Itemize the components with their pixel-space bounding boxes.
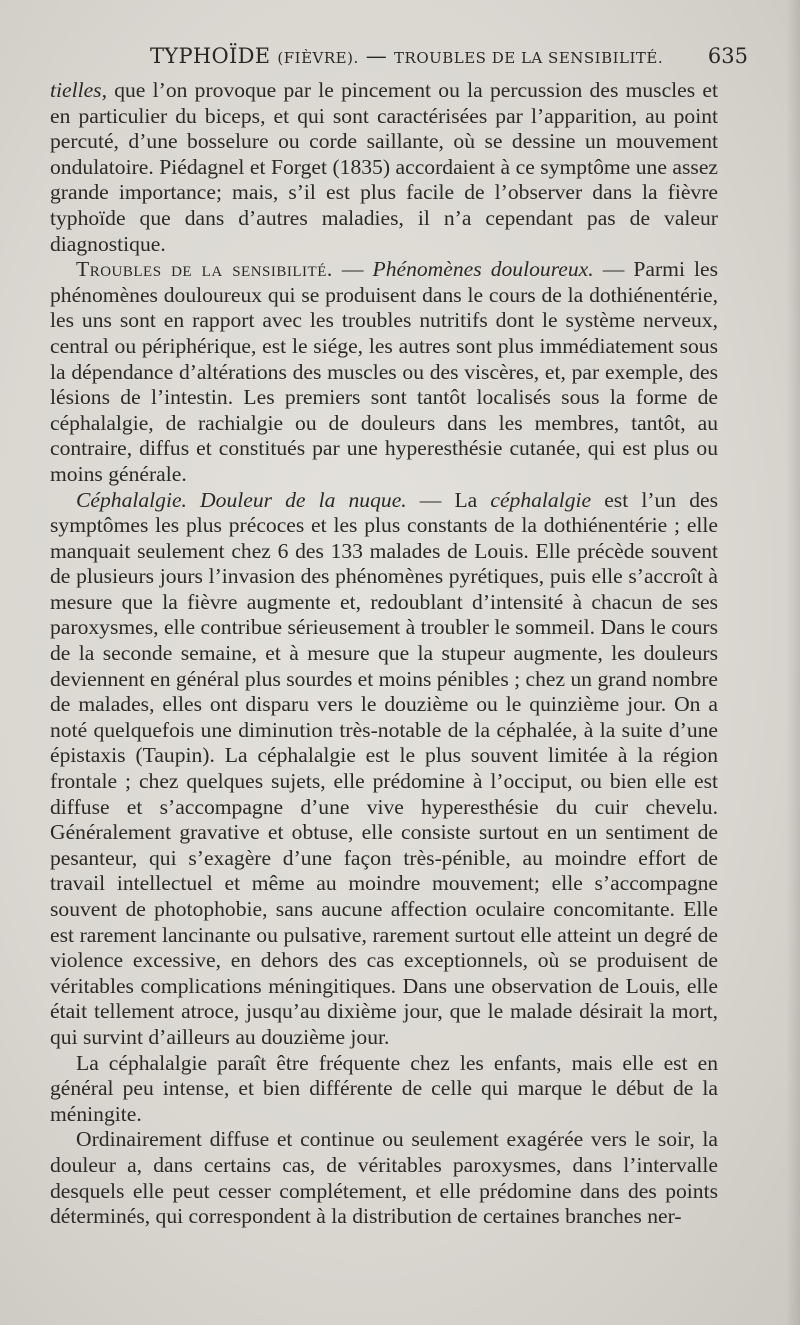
- paragraph-2-dash: —: [332, 257, 373, 282]
- page-number: 635: [707, 44, 748, 68]
- running-head: [0, 44, 800, 74]
- subheading-cephalalgie: Céphalalgie. Douleur de la nuque.: [76, 487, 407, 512]
- body-text: [50, 78, 718, 1230]
- page-edge-shadow: [786, 0, 800, 1325]
- running-head-section: TROUBLES DE LA SENSIBILITÉ.: [394, 49, 664, 67]
- running-head-dash: —: [365, 44, 388, 68]
- paragraph-3-text-b: est l’un des symptômes les plus précoces et les plus constants de la dothiénentérie ; elle manquait seulement chez 6 des 133 malades de Louis. Elle précède souvent de plusieurs jours l’invasion des phénomènes pyrétiques, puis elle s’accroît à mesure que la fièvre augmente et, redoublant d’intensité à chacun de ses paroxysmes, elle contribue sérieusement à troubler le sommeil. Dans le cours de la seconde semaine, et à mesure que la stupeur augmente, les douleurs deviennent en général plus sourdes et moins pénibles ; chez un grand nombre de malades, elles ont disparu vers le douzième ou le quinzième jour. On a noté quelquefois une diminution très-notable de la céphalée, à la suite d’une épistaxis (Taupin). La céphalalgie est le plus souvent limitée à la région frontale ; chez quelques sujets, elle prédomine à l’occiput, ou bien elle est diffuse et s’accompagne d’une vive hyperesthésie du cuir chevelu. Généralement gravative et obtuse, elle consiste surtout en un sentiment de pesanteur, qui s’exagère d’une façon très-pénible, au moindre effort de travail intellectuel et même au moindre mouvement; elle s’accompagne souvent de photophobie, sans aucune affection oculaire concomitante. Elle est rarement lancinante ou pulsative, rarement surtout elle atteint un degré de violence excessive, en dehors des cas exceptionnels, où se produisent de véritables complications méningitiques. Dans une observation de Louis, elle était tellement atroce, jusqu’au dixième jour, que le malade désirait la mort, qui survint d’ailleurs au douzième jour.: [50, 487, 719, 1049]
- paragraph-5-text: Ordinairement diffuse et continue ou seulement exagérée vers le soir, la douleur a, dans certains cas, de véritables paroxysmes, dans l’intervalle desquels elle peut cesser complétement, et elle prédomine dans des points déterminés, qui correspondent à la distribution de certaines branches ner-: [50, 1127, 718, 1229]
- paragraph-2-text: — Parmi les phénomènes douloureux qui se produisent dans le cours de la dothiénentérie, les uns sont en rapport avec les troubles nutritifs dont le système nerveux, central ou périphérique, est le siége, les autres sont plus immédiatement sous la dépendance d’altérations des muscles ou des viscères, et, par exemple, des lésions de l’intestin. Les premiers sont tantôt localisés sous la forme de céphalalgie, de rachialgie ou de douleurs dans les membres, tantôt, au contraire, diffus et constitués par une hyperesthésie cutanée, qui est plus ou moins générale.: [50, 257, 719, 486]
- paragraph-1: [50, 78, 718, 257]
- paragraph-4: [50, 1051, 718, 1128]
- paragraph-3: [50, 488, 718, 1051]
- paragraph-5: [50, 1127, 718, 1229]
- paragraph-3-italic-term: céphalalgie: [490, 487, 592, 512]
- running-head-title: [150, 44, 663, 68]
- paragraph-2: [50, 257, 718, 487]
- section-heading-troubles: Troubles de la sensibilité.: [76, 257, 333, 282]
- running-head-title-paren: (FIÈVRE).: [277, 49, 359, 67]
- paragraph-1-italic-start: tielles,: [50, 78, 107, 102]
- running-head-title-main: TYPHOÏDE: [150, 44, 271, 68]
- subheading-phenomenes: Phénomènes douloureux.: [372, 257, 594, 282]
- paragraph-3-text-a: — La: [406, 487, 491, 512]
- paragraph-4-text: La céphalalgie paraît être fréquente chez les enfants, mais elle est en général peu intense, et bien différente de celle qui marque le début de la méningite.: [50, 1050, 718, 1126]
- paragraph-1-text: que l’on provoque par le pincement ou la percussion des muscles et en particulier du biceps, et qui sont caractérisées par l’apparition, au point percuté, d’une bosselure ou corde saillante, où se dessine un mouvement ondulatoire. Piédagnel et Forget (1835) accordaient à ce symptôme une assez grande importance; mais, s’il est plus facile de l’observer dans la fièvre typhoïde que dans d’autres maladies, il n’a cependant pas de valeur diagnostique.: [50, 78, 718, 256]
